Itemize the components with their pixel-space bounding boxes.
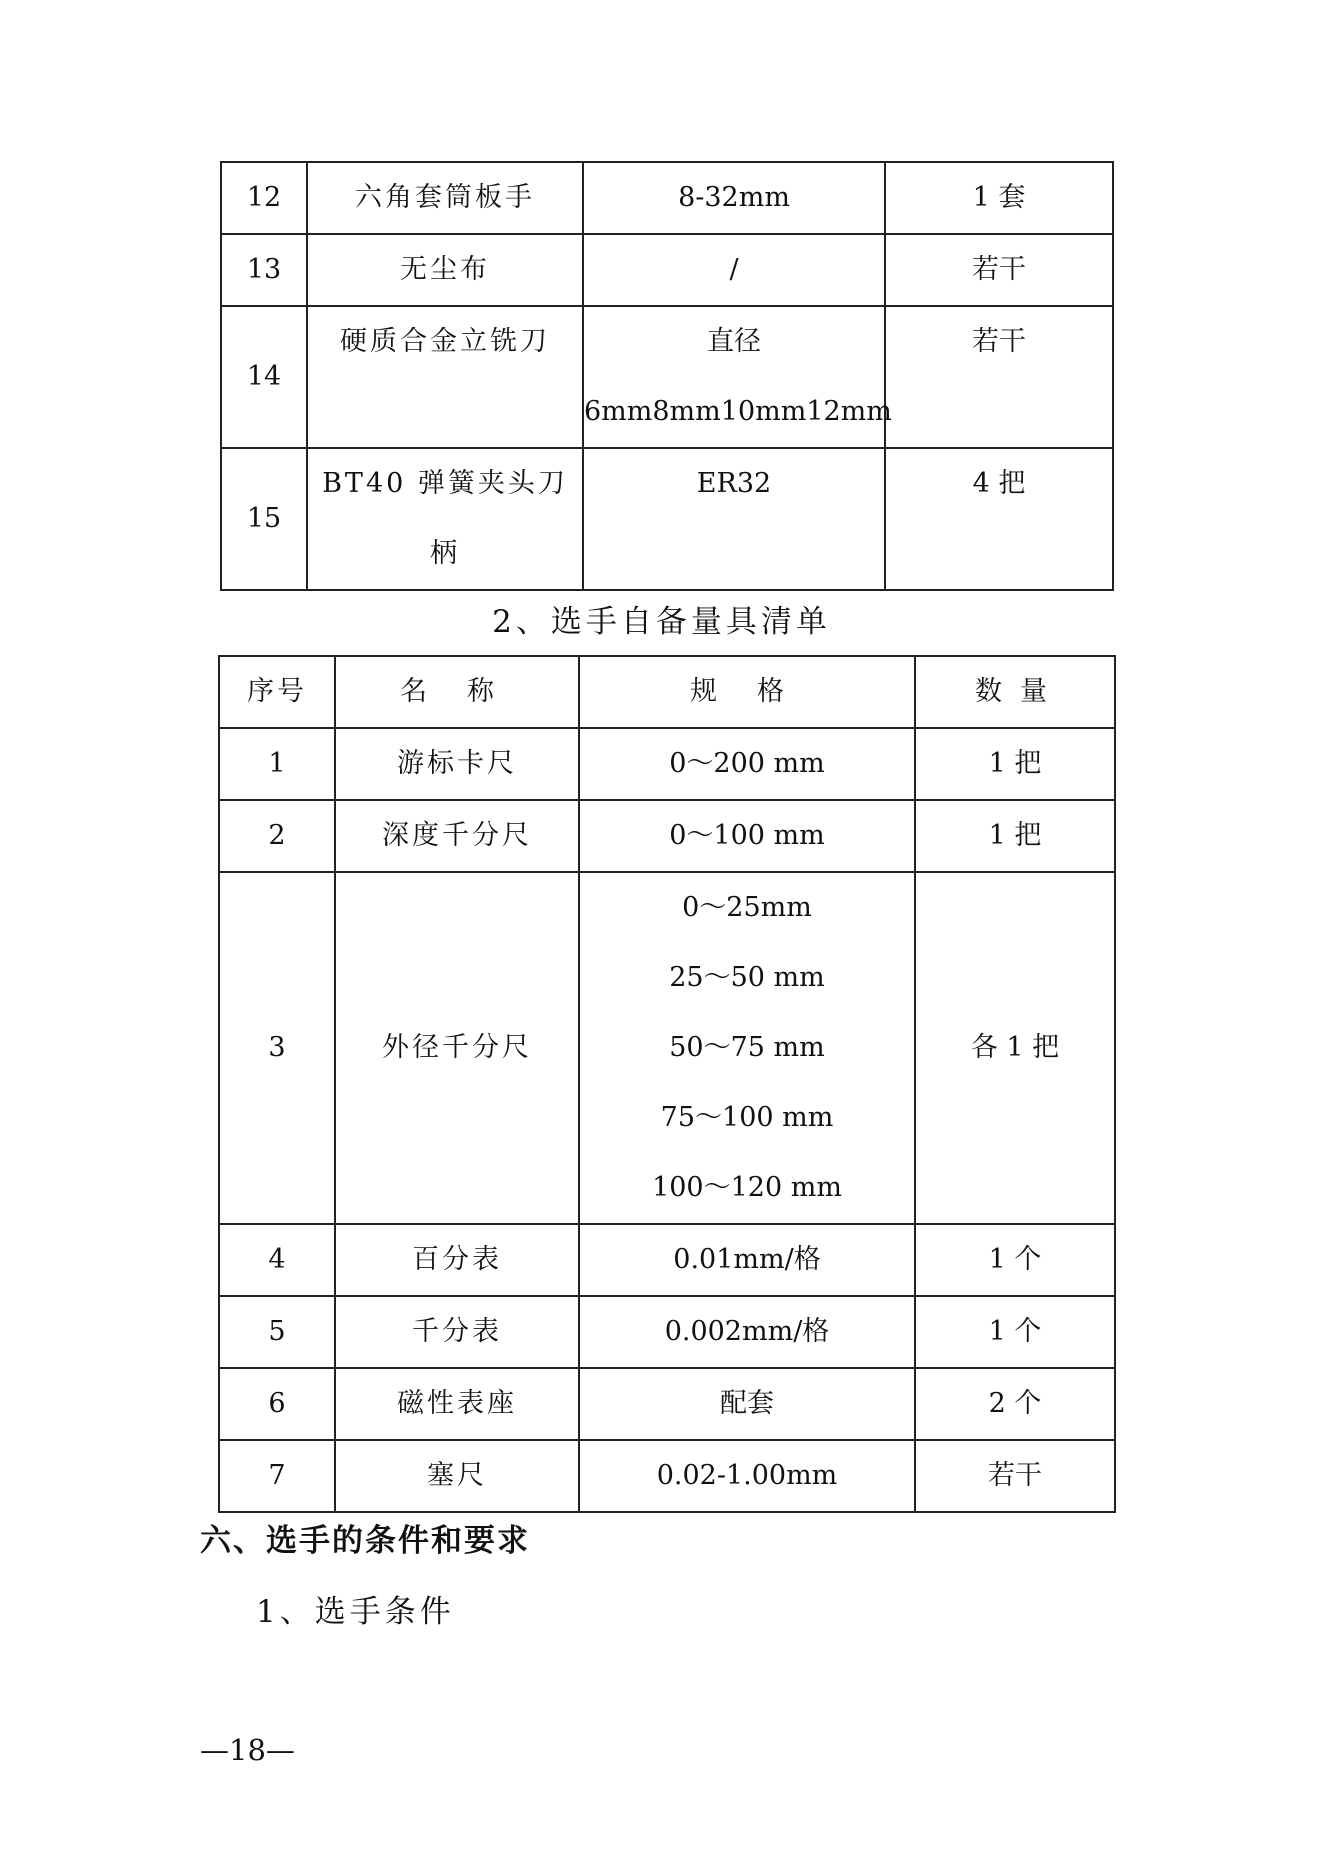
table-row — [219, 800, 1115, 872]
item-spec: 0.01mm/格 — [579, 1224, 915, 1296]
header-name: 名称 — [335, 656, 579, 728]
table-row — [221, 306, 1113, 448]
table-caption: 2、选手自备量具清单 — [492, 604, 831, 640]
item-name: 硬质合金立铣刀 — [307, 306, 583, 448]
item-name: 塞尺 — [335, 1440, 579, 1512]
item-quantity: 若干 — [915, 1440, 1115, 1512]
item-quantity: 若干 — [885, 306, 1113, 448]
item-name: 磁性表座 — [335, 1368, 579, 1440]
table-row — [219, 1440, 1115, 1512]
table-header-row — [219, 656, 1115, 728]
item-spec: 0～200 mm — [579, 728, 915, 800]
item-spec: 0.02-1.00mm — [579, 1440, 915, 1512]
row-number: 6 — [219, 1368, 335, 1440]
table-row — [219, 1368, 1115, 1440]
row-number: 5 — [219, 1296, 335, 1368]
table-row — [221, 162, 1113, 234]
table-row — [219, 728, 1115, 800]
item-name: 游标卡尺 — [335, 728, 579, 800]
item-name: 六角套筒板手 — [307, 162, 583, 234]
item-quantity: 若干 — [885, 234, 1113, 306]
header-quantity: 数量 — [915, 656, 1115, 728]
row-number: 12 — [221, 162, 307, 234]
row-number: 3 — [219, 872, 335, 1224]
item-spec: 0～25mm 25～50 mm 50～75 mm 75～100 mm 100～120 mm — [579, 872, 915, 1224]
item-name: 外径千分尺 — [335, 872, 579, 1224]
section-heading: 六、选手的条件和要求 — [200, 1523, 530, 1559]
page-number: —18— — [200, 1733, 295, 1767]
item-spec: 0～100 mm — [579, 800, 915, 872]
item-quantity: 1 把 — [915, 728, 1115, 800]
item-name: 百分表 — [335, 1224, 579, 1296]
table-row — [219, 1224, 1115, 1296]
item-quantity: 1 把 — [915, 800, 1115, 872]
item-spec: 配套 — [579, 1368, 915, 1440]
row-number: 4 — [219, 1224, 335, 1296]
header-number: 序号 — [219, 656, 335, 728]
item-spec: 0.002mm/格 — [579, 1296, 915, 1368]
item-spec: / — [583, 234, 885, 306]
item-spec: ER32 — [583, 448, 885, 590]
table-row — [221, 448, 1113, 590]
row-number: 14 — [221, 306, 307, 448]
header-spec: 规格 — [579, 656, 915, 728]
item-quantity: 2 个 — [915, 1368, 1115, 1440]
item-quantity: 1 个 — [915, 1224, 1115, 1296]
sub-heading: 1、选手条件 — [256, 1594, 455, 1630]
item-spec: 直径 6mm8mm10mm12mm — [583, 306, 885, 448]
item-name: 无尘布 — [307, 234, 583, 306]
row-number: 15 — [221, 448, 307, 590]
table-row — [219, 1296, 1115, 1368]
item-quantity: 1 个 — [915, 1296, 1115, 1368]
row-number: 13 — [221, 234, 307, 306]
item-quantity: 1 套 — [885, 162, 1113, 234]
row-number: 1 — [219, 728, 335, 800]
item-quantity: 4 把 — [885, 448, 1113, 590]
item-name: 千分表 — [335, 1296, 579, 1368]
item-name: BT40 弹簧夹头刀 柄 — [307, 448, 583, 590]
tool-list-table — [220, 161, 1114, 591]
item-quantity: 各 1 把 — [915, 872, 1115, 1224]
item-name: 深度千分尺 — [335, 800, 579, 872]
item-spec: 8-32mm — [583, 162, 885, 234]
measuring-tools-table — [218, 655, 1116, 1513]
table-row — [219, 872, 1115, 1224]
table-row — [221, 234, 1113, 306]
row-number: 2 — [219, 800, 335, 872]
row-number: 7 — [219, 1440, 335, 1512]
